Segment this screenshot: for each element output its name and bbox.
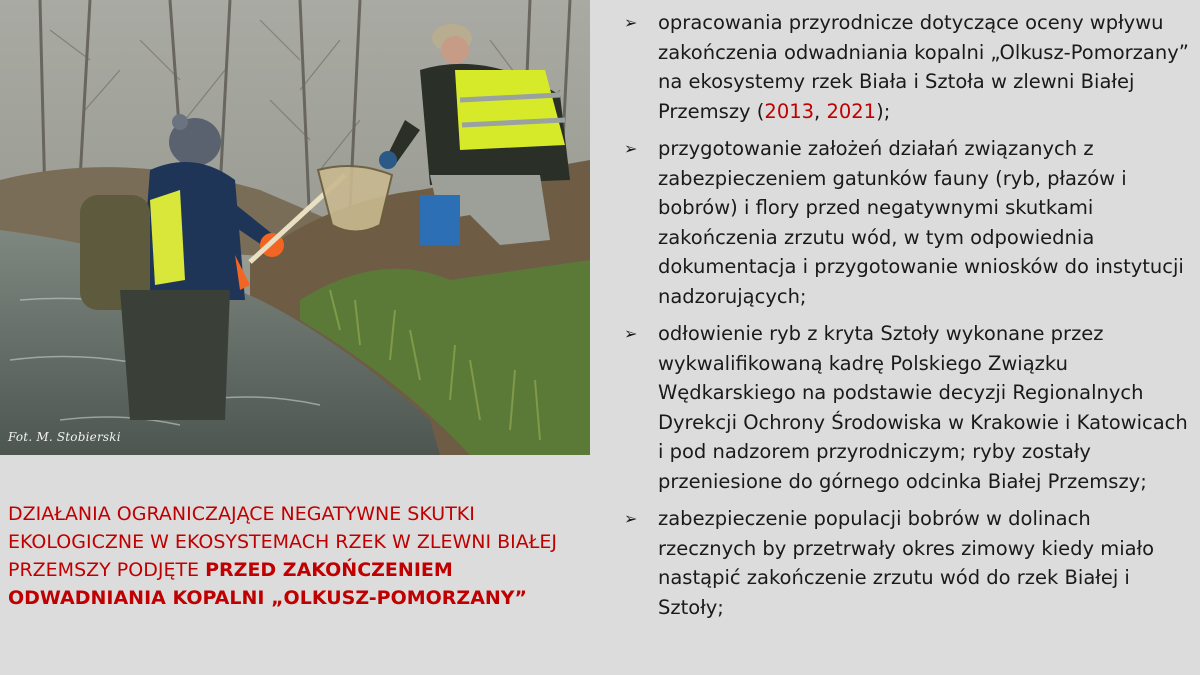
bullet-item-1 (620, 8, 1192, 126)
bullet-text: zabezpieczenie populacji bobrów w dolinach rzecznych by przetrwały okres zimowy kiedy miało nastąpić zakończenie zrzutu wód do rzek Białej i Sztoły; (658, 507, 1155, 619)
report-link-2013[interactable]: 2013 (764, 99, 815, 123)
heading-bold-text: PRZED ZAKOŃCZENIEM ODWADNIANIA KOPALNI „OLKUSZ-POMORZANY” (8, 559, 528, 609)
bullet-item-3 (620, 319, 1192, 496)
field-work-photo (0, 0, 590, 455)
bullet-sep: , (814, 99, 827, 123)
bullet-list (620, 8, 1192, 630)
photo-credit: Fot. M. Stobierski (8, 430, 121, 444)
heading-normal-text: DZIAŁANIA OGRANICZAJĄCE NEGATYWNE SKUTKI EKOLOGICZNE W EKOSYSTEMACH RZEK W ZLEWNI BIAŁEJ PRZEMSZY PODJĘTE (8, 503, 558, 581)
bullet-text: odłowienie ryb z kryta Sztoły wykonane przez wykwalifikowaną kadrę Polskiego Związku Wędkarskiego na podstawie decyzji Regionalnych Dyrekcji Ochrony Środowiska w Krakowie i Katowicach i pod nadzorem przyrodniczym; ryby zostały przeniesione do górnego odcinka Białej Przemszy; (658, 322, 1188, 493)
slide-heading (8, 500, 578, 612)
arrow-bullet-icon: ➢ (624, 324, 638, 343)
bullet-item-2 (620, 134, 1192, 311)
arrow-bullet-icon: ➢ (624, 509, 638, 528)
bullet-item-4 (620, 504, 1192, 622)
photo-illustration (0, 0, 590, 455)
bullet-text-end: ); (876, 99, 891, 123)
bullet-text: przygotowanie założeń działań związanych z zabezpieczeniem gatunków fauny (ryb, płazów i bobrów) i flory przed negatywnymi skutkami zakończenia zrzutu wód, w tym odpowiednia dokumentacja i przygotowanie wniosków do instytucji nadzorujących; (658, 137, 1184, 308)
arrow-bullet-icon: ➢ (624, 139, 638, 158)
bullet-text: opracowania przyrodnicze dotyczące oceny wpływu zakończenia odwadniania kopalni „Olkusz-Pomorzany” na ekosystemy rzek Biała i Sztoła w zlewni Białej Przemszy ( (658, 11, 1189, 123)
report-link-2021[interactable]: 2021 (826, 99, 877, 123)
arrow-bullet-icon: ➢ (624, 13, 638, 32)
